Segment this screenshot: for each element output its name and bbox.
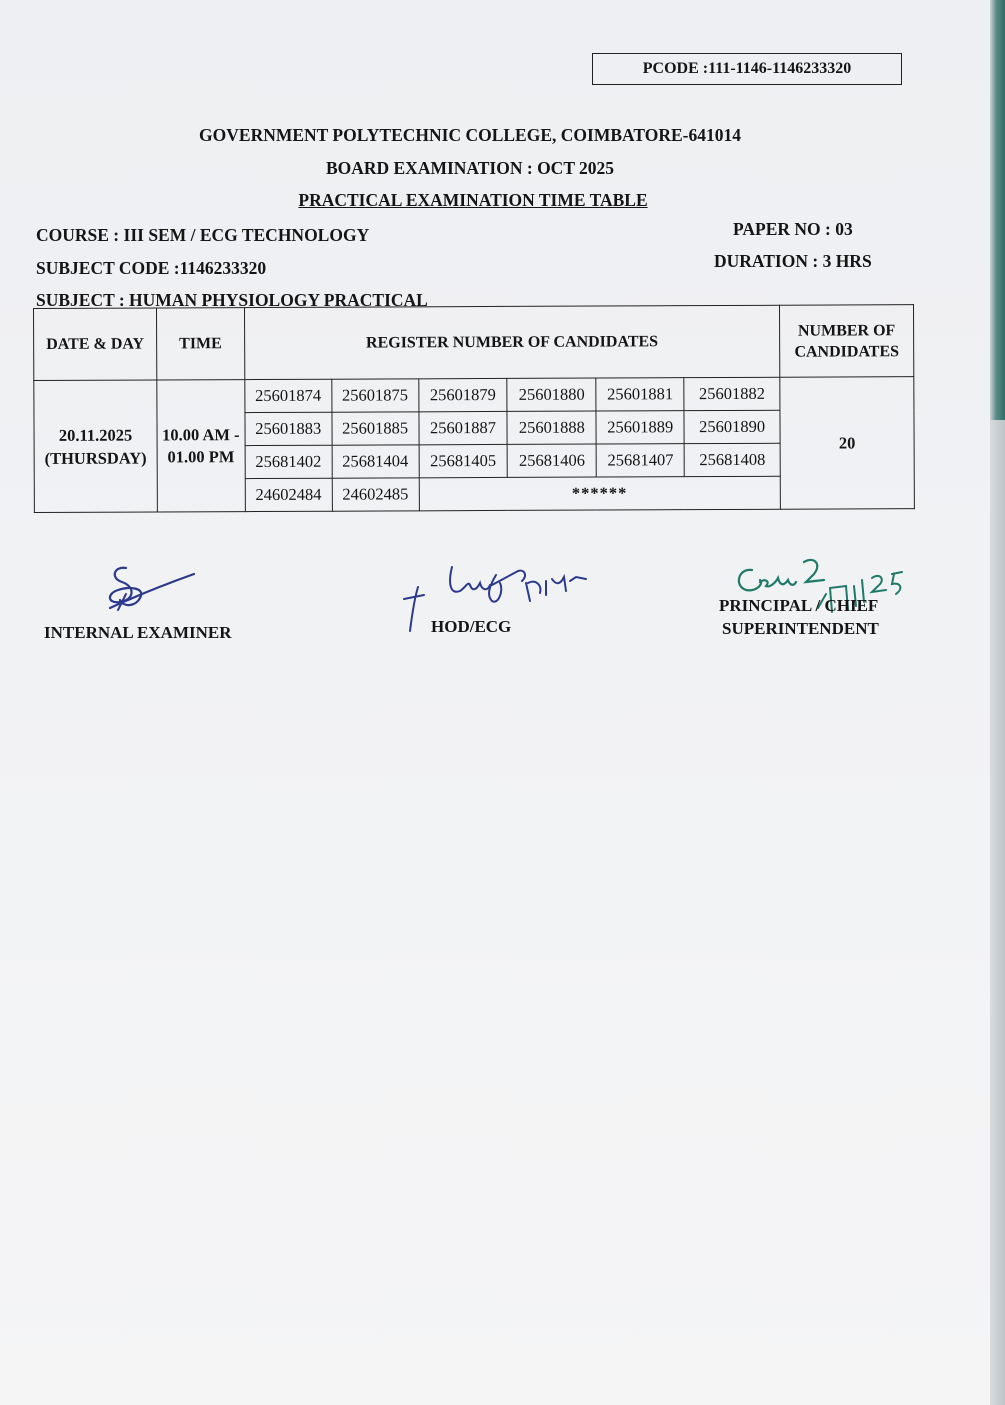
register-number: 25601882 (684, 377, 780, 410)
register-number: 25681404 (332, 445, 419, 478)
register-number: 25601885 (332, 412, 419, 445)
time-end: 01.00 PM (167, 446, 235, 466)
principal-label-line2: SUPERINTENDENT (722, 619, 879, 638)
course-label: COURSE : III SEM / ECG TECHNOLOGY (36, 225, 370, 245)
register-number: 25601880 (507, 378, 596, 411)
col-header-date-day: DATE & DAY (34, 308, 157, 381)
register-number: 25601883 (245, 412, 332, 445)
exam-title: BOARD EXAMINATION : OCT 2025 (325, 158, 615, 178)
candidate-count: 20 (780, 377, 915, 510)
filler-stars: ****** (419, 476, 781, 511)
header-row (34, 305, 914, 381)
register-number: 25681406 (508, 444, 597, 477)
hod-label: HOD/ECG (431, 617, 512, 636)
timetable (33, 304, 915, 513)
timetable-title: PRACTICAL EXAMINATION TIME TABLE (298, 190, 648, 210)
background-edge-lower (990, 420, 1005, 1405)
subject-code: SUBJECT CODE :1146233320 (36, 258, 267, 278)
subject-name: SUBJECT : HUMAN PHYSIOLOGY PRACTICAL (36, 290, 428, 310)
time-cell (157, 380, 245, 512)
register-number: 25601890 (684, 410, 780, 443)
register-number: 25601887 (418, 411, 507, 444)
date-day-cell (34, 380, 157, 513)
exam-day: (THURSDAY) (44, 448, 147, 468)
register-number: 25601888 (507, 411, 596, 444)
exam-date: 20.11.2025 (58, 425, 133, 445)
register-number: 25681408 (684, 443, 780, 476)
register-number: 25601875 (331, 379, 418, 412)
register-number: 24602485 (332, 478, 419, 511)
register-number: 25681407 (596, 444, 684, 477)
principal-label-line1: PRINCIPAL / CHIEF (719, 596, 879, 615)
col-header-count: NUMBER OF CANDIDATES (780, 305, 914, 378)
register-number: 25601879 (418, 378, 507, 411)
table-row (34, 377, 914, 414)
pcode-box: PCODE :111-1146-1146233320 (592, 53, 902, 85)
internal-examiner-signature (96, 560, 206, 620)
college-name: GOVERNMENT POLYTECHNIC COLLEGE, COIMBATORE-641014 (199, 125, 741, 145)
register-number: 25601889 (596, 411, 684, 444)
internal-examiner-label: INTERNAL EXAMINER (44, 623, 232, 642)
register-number: 25681405 (419, 444, 508, 477)
time-start: 10.00 AM - (162, 424, 240, 444)
register-number: 25601874 (245, 379, 332, 412)
register-number: 24602484 (245, 478, 332, 511)
col-header-time: TIME (156, 308, 244, 380)
paper-no: PAPER NO : 03 (733, 219, 853, 239)
register-number: 25681402 (245, 445, 332, 478)
duration: DURATION : 3 HRS (714, 251, 872, 271)
register-number: 25601881 (596, 378, 684, 411)
col-header-register: REGISTER NUMBER OF CANDIDATES (244, 305, 780, 379)
